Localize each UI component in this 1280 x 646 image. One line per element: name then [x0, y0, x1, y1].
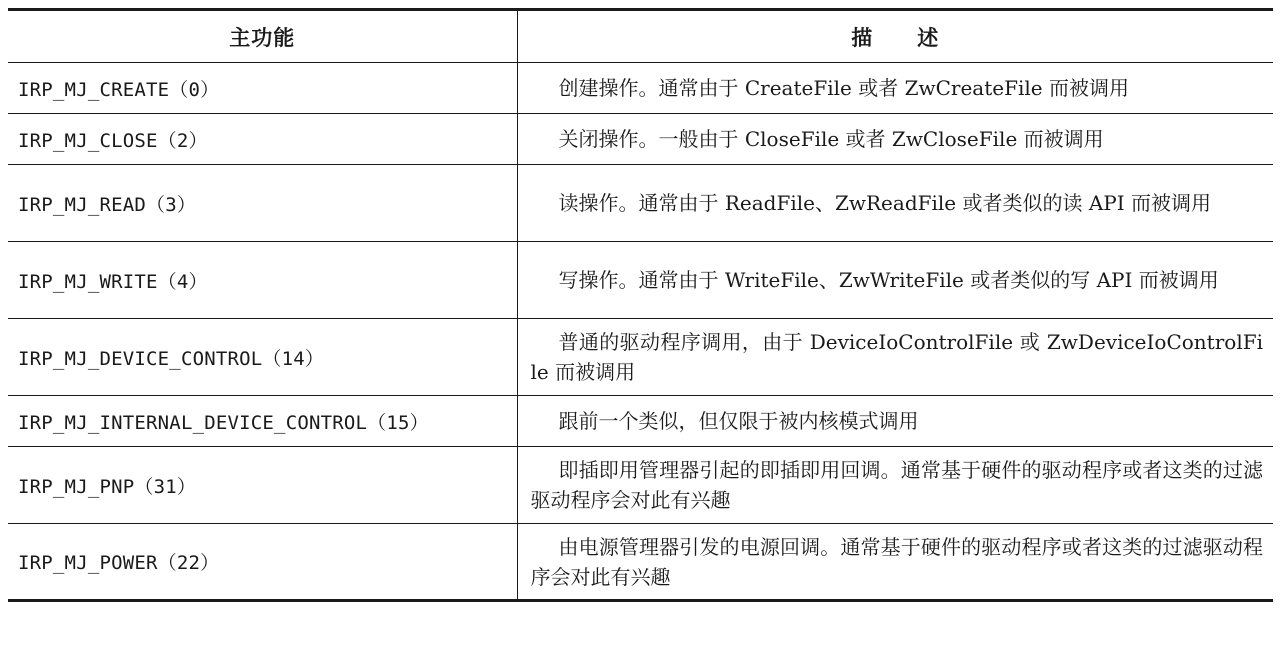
description-cell: 创建操作。通常由于 CreateFile 或者 ZwCreateFile 而被调用 [517, 63, 1273, 114]
function-cell: IRP_MJ_CREATE（0） [8, 63, 517, 114]
function-cell: IRP_MJ_CLOSE（2） [8, 114, 517, 165]
function-cell: IRP_MJ_PNP（31） [8, 447, 517, 524]
function-cell: IRP_MJ_POWER（22） [8, 524, 517, 601]
header-row [8, 10, 1273, 63]
table-row [8, 114, 1273, 165]
description-cell: 跟前一个类似，但仅限于被内核模式调用 [517, 396, 1273, 447]
description-cell: 即插即用管理器引起的即插即用回调。通常基于硬件的驱动程序或者这类的过滤驱动程序会对此有兴趣 [517, 447, 1273, 524]
function-cell: IRP_MJ_READ（3） [8, 165, 517, 242]
table-row [8, 63, 1273, 114]
table-row [8, 319, 1273, 396]
table-row [8, 396, 1273, 447]
function-cell: IRP_MJ_DEVICE_CONTROL（14） [8, 319, 517, 396]
description-cell: 普通的驱动程序调用，由于 DeviceIoControlFile 或 ZwDeviceIoControlFile 而被调用 [517, 319, 1273, 396]
header-description: 描 述 [517, 10, 1273, 63]
table-body [8, 63, 1273, 601]
function-cell: IRP_MJ_INTERNAL_DEVICE_CONTROL（15） [8, 396, 517, 447]
description-cell: 由电源管理器引发的电源回调。通常基于硬件的驱动程序或者这类的过滤驱动程序会对此有兴趣 [530, 534, 1263, 589]
table-row [8, 242, 1273, 319]
table-header [8, 10, 1273, 63]
table-row [8, 447, 1273, 524]
table-row [8, 524, 1273, 601]
description-cell: 写操作。通常由于 WriteFile、ZwWriteFile 或者类似的写 API 而被调用 [517, 242, 1273, 319]
table-row [8, 165, 1273, 242]
description-cell: 关闭操作。一般由于 CloseFile 或者 ZwCloseFile 而被调用 [517, 114, 1273, 165]
function-cell: IRP_MJ_WRITE（4） [8, 242, 517, 319]
header-function: 主功能 [8, 10, 517, 63]
description-cell: 读操作。通常由于 ReadFile、ZwReadFile 或者类似的读 API 而被调用 [517, 165, 1273, 242]
irp-major-function-table [8, 8, 1273, 602]
